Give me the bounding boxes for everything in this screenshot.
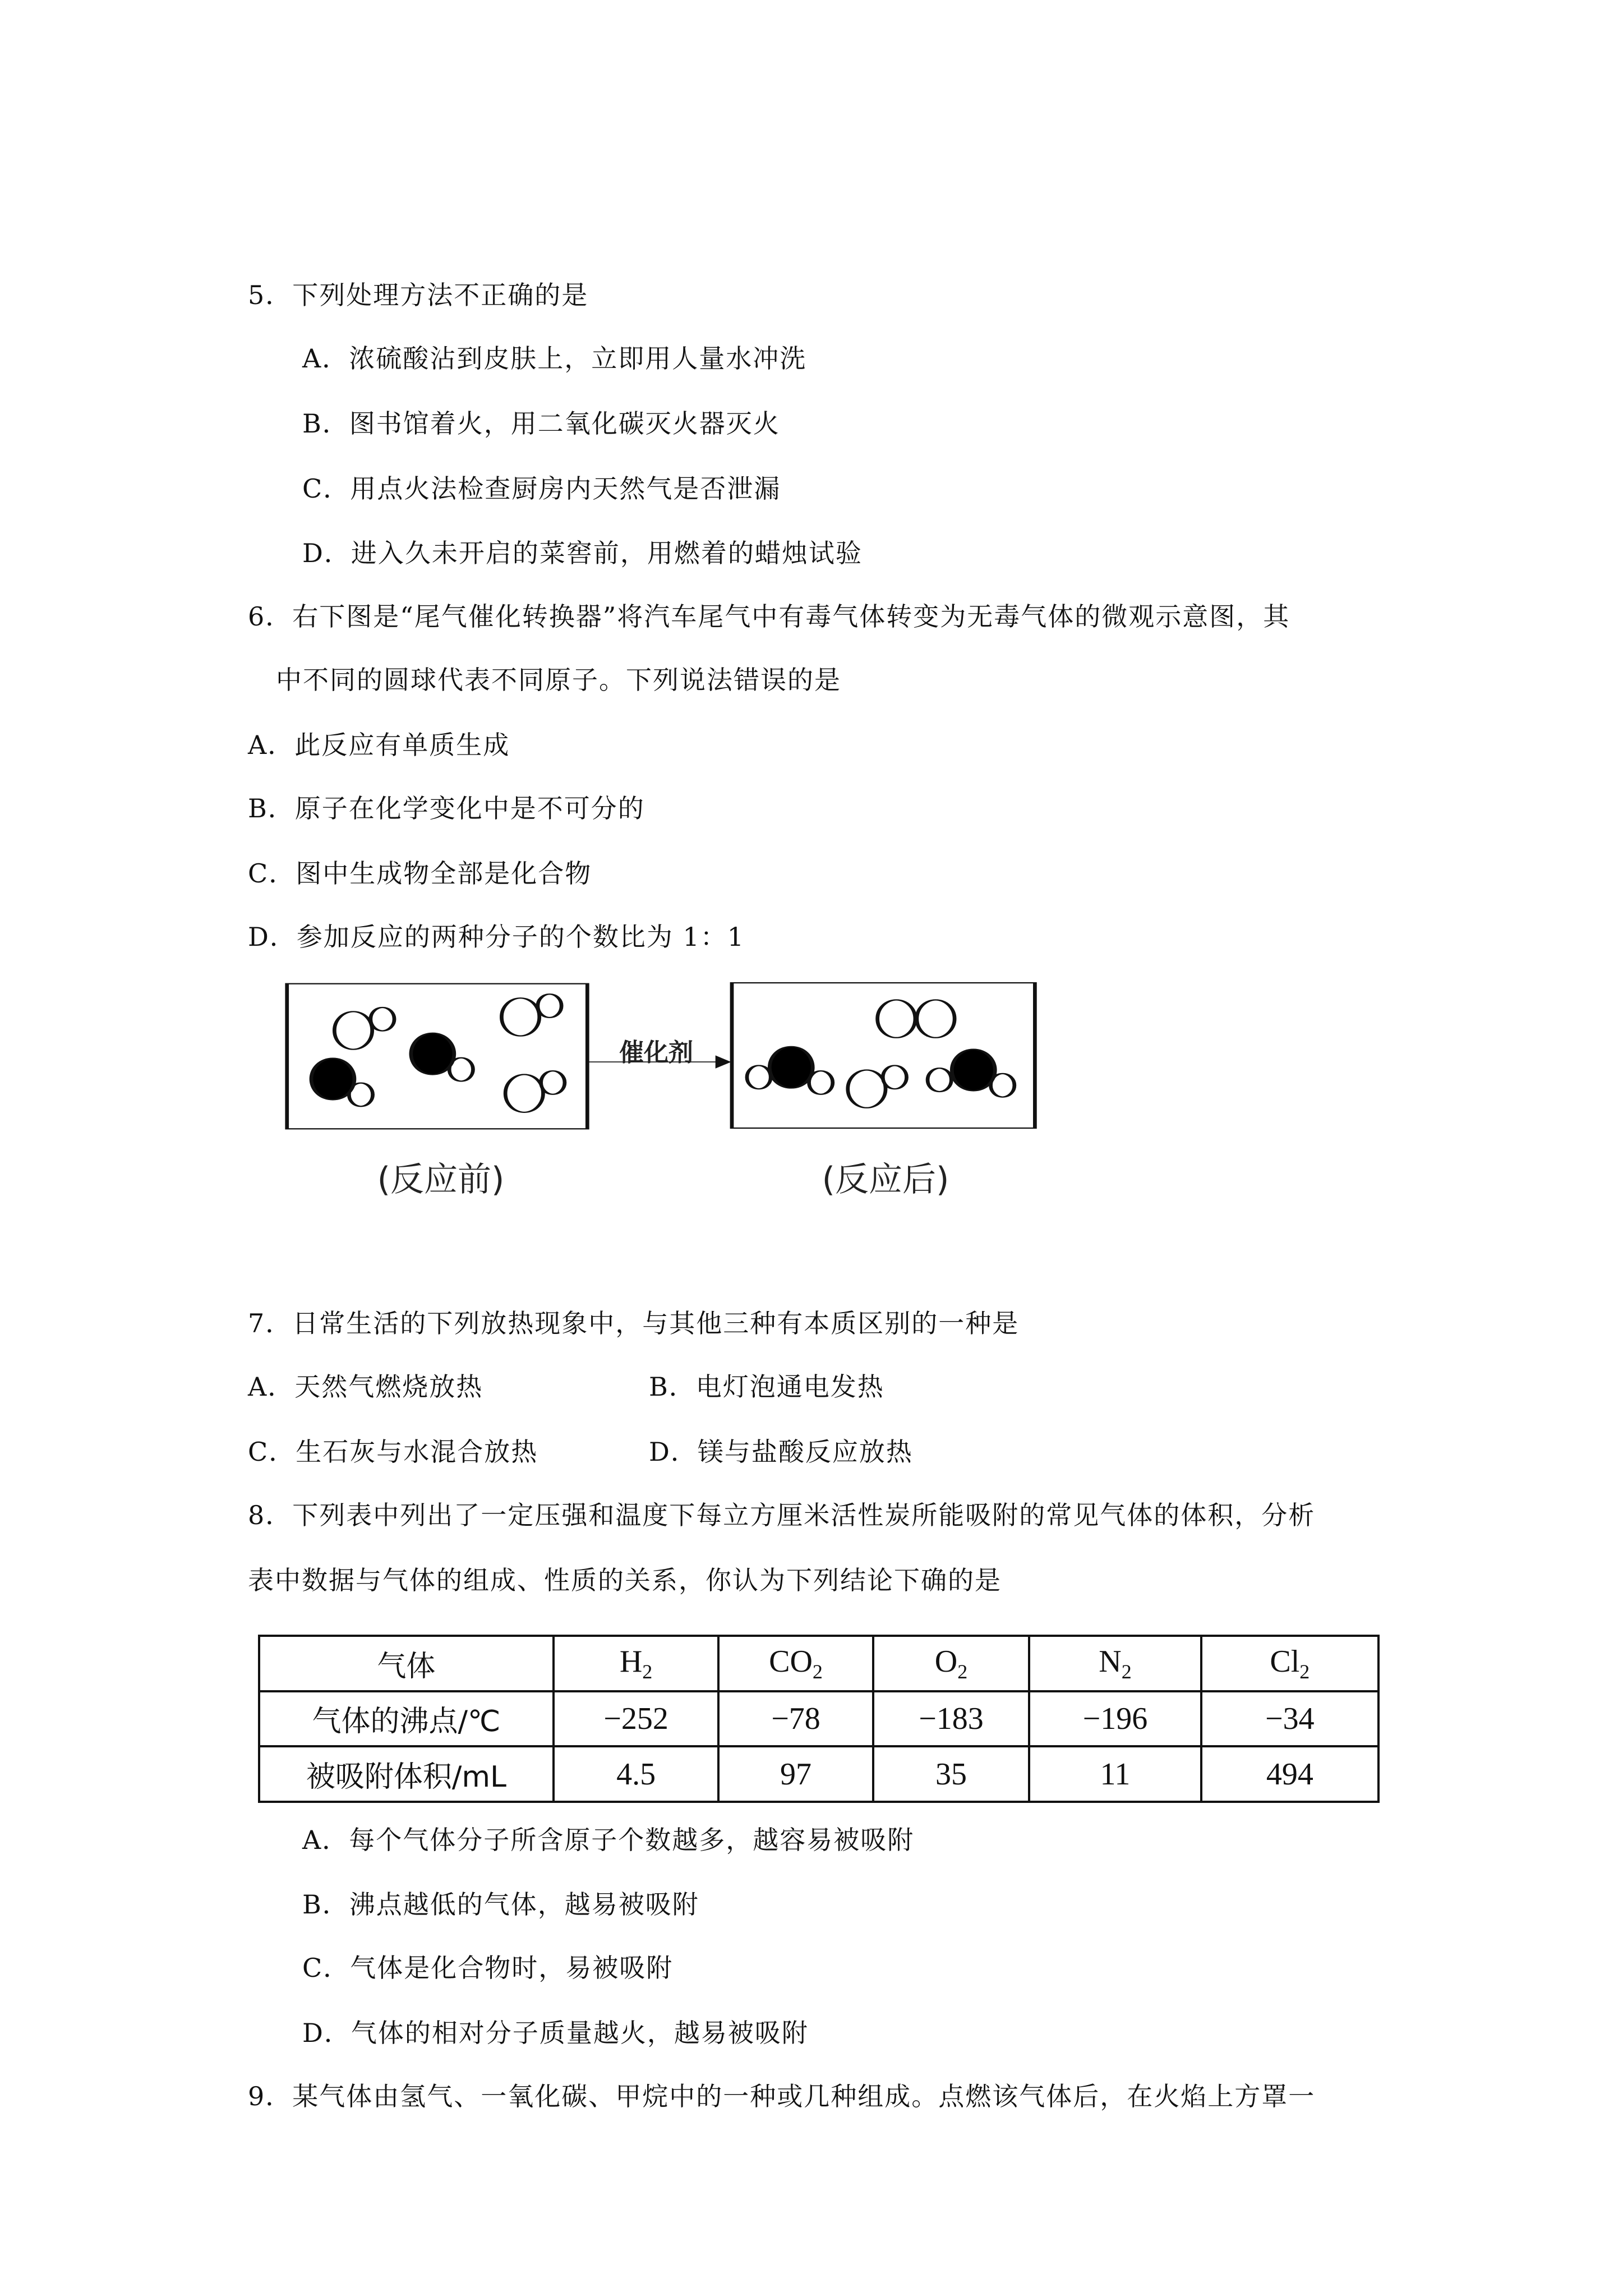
- option-a: A．天然气燃烧放热: [248, 1372, 483, 1402]
- gas-cell: [1201, 1636, 1378, 1691]
- white-atom: [917, 1000, 955, 1038]
- gas-symbol: N: [1099, 1644, 1122, 1679]
- option-d: D．气体的相对分子质量越火，越易被吸附: [302, 2018, 809, 2048]
- option-a: A．此反应有单质生成: [248, 730, 510, 760]
- gas-adsorption-table: [258, 1635, 1380, 1803]
- black-atom: [311, 1059, 354, 1100]
- white-atom: [541, 1071, 565, 1094]
- gas-symbol: Cl: [1270, 1644, 1300, 1679]
- white-atom: [928, 1068, 951, 1092]
- white-atom: [848, 1070, 886, 1108]
- boiling-point-cell: −196: [1029, 1691, 1201, 1747]
- option-d: D．参加反应的两种分子的个数比为 1：1: [248, 922, 745, 952]
- table-row-volume: [259, 1746, 1378, 1802]
- volume-cell: 97: [718, 1746, 873, 1802]
- option-b: B．图书馆着火，用二氧化碳灭火器灭火: [302, 408, 780, 439]
- white-atom: [538, 994, 561, 1018]
- question-8-stem-line1: 8．下列表中列出了一定压强和温度下每立方厘米活性炭所能吸附的常见气体的体积，分析: [248, 1500, 1316, 1530]
- subscript: 2: [1299, 1660, 1310, 1683]
- volume-cell: 11: [1029, 1746, 1201, 1802]
- option-b: B．沸点越低的气体，越易被吸附: [302, 1889, 699, 1920]
- boiling-point-cell: −78: [718, 1691, 873, 1747]
- question-7-stem: 7．日常生活的下列放热现象中，与其他三种有本质区别的一种是: [248, 1308, 1020, 1338]
- table-row-gas: [259, 1636, 1378, 1691]
- subscript: 2: [1121, 1660, 1132, 1683]
- boiling-point-cell: −183: [873, 1691, 1030, 1747]
- question-6-stem-line1: 6．右下图是“尾气催化转换器”将汽车尾气中有毒气体转变为无毒气体的微观示意图，其: [248, 601, 1290, 632]
- subscript: 2: [812, 1660, 823, 1683]
- gas-cell: [1029, 1636, 1201, 1691]
- gas-cell: [873, 1636, 1030, 1691]
- white-atom: [505, 1075, 543, 1112]
- gas-symbol: O: [934, 1644, 958, 1679]
- white-atom: [878, 1000, 915, 1038]
- option-c: C．用点火法检查厨房内天然气是否泄漏: [302, 473, 781, 504]
- white-atom: [501, 998, 539, 1036]
- white-atom: [747, 1065, 771, 1089]
- question-6-stem-line2: 中不同的圆球代表不同原子。下列说法错误的是: [276, 665, 841, 695]
- volume-cell: 35: [873, 1746, 1030, 1802]
- option-a: A．浓硫酸沾到皮肤上，立即用人量水冲洗: [302, 343, 807, 374]
- boiling-point-cell: −34: [1201, 1691, 1378, 1747]
- after-label: (反应后): [822, 1160, 949, 1199]
- question-5-stem: 5．下列处理方法不正确的是: [248, 280, 589, 310]
- option-a: A．每个气体分子所含原子个数越多，越容易被吸附: [302, 1825, 915, 1855]
- row-header: 气体: [259, 1636, 554, 1691]
- gas-symbol: H: [619, 1644, 643, 1679]
- question-9-stem: 9．某气体由氢气、一氧化碳、甲烷中的一种或几种组成。点燃该气体后，在火焰上方罩一: [248, 2081, 1316, 2111]
- reaction-diagram: [241, 965, 1082, 1245]
- gas-symbol: CO: [769, 1644, 813, 1679]
- option-d: D．镁与盐酸反应放热: [649, 1437, 913, 1467]
- volume-cell: 4.5: [554, 1746, 718, 1802]
- option-c: C．生石灰与水混合放热: [248, 1437, 538, 1467]
- option-b: B．电灯泡通电发热: [649, 1372, 884, 1402]
- catalyst-label: 催化剂: [619, 1038, 693, 1067]
- option-d: D．进入久未开启的菜窖前，用燃着的蜡烛试验: [302, 538, 863, 568]
- volume-cell: 494: [1201, 1746, 1378, 1802]
- gas-cell: [718, 1636, 873, 1691]
- option-b: B．原子在化学变化中是不可分的: [248, 793, 645, 823]
- subscript: 2: [957, 1660, 968, 1683]
- table-row-boiling-point: [259, 1691, 1378, 1747]
- row-header: 被吸附体积/mL: [259, 1746, 554, 1802]
- molecule-diagram: [241, 965, 1082, 1245]
- white-atom: [371, 1007, 394, 1031]
- question-8-stem-line2: 表中数据与气体的组成、性质的关系，你认为下列结论下确的是: [248, 1565, 1002, 1595]
- subscript: 2: [642, 1660, 653, 1683]
- option-c: C．气体是化合物时，易被吸附: [302, 1953, 674, 1983]
- option-c: C．图中生成物全部是化合物: [248, 858, 592, 889]
- gas-cell: [554, 1636, 718, 1691]
- black-atom: [952, 1050, 995, 1091]
- before-label: (反应前): [377, 1160, 505, 1199]
- boiling-point-cell: −252: [554, 1691, 718, 1747]
- white-atom: [883, 1065, 906, 1089]
- black-atom: [769, 1047, 813, 1088]
- row-header: 气体的沸点/℃: [259, 1691, 554, 1747]
- white-atom: [334, 1011, 372, 1049]
- black-atom: [411, 1033, 454, 1075]
